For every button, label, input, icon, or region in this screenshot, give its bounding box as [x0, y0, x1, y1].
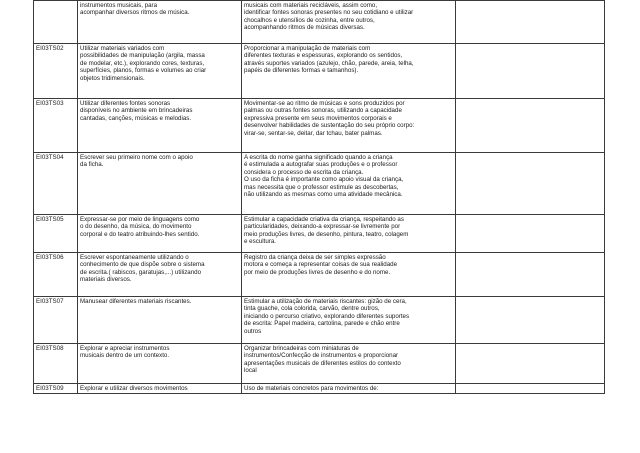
text-line: mas necessita que o professor estimule as descobertas,	[244, 183, 399, 191]
text-line: conhecimento de que dispõe sobre o sistema	[80, 261, 205, 269]
learning-objectives-table	[33, 0, 605, 394]
text-line: iniciando o percurso criativo, explorando diferentes suportes	[244, 312, 410, 320]
text-line: Organizar brincadeiras com miniaturas de	[244, 344, 359, 352]
table-row	[34, 215, 605, 253]
objective-code-cell	[34, 1, 78, 44]
text-line: cantadas, canções, músicas e melodias.	[80, 114, 192, 122]
experience-cell	[242, 253, 456, 297]
text-line: instrumentos/Confecção de instrumentos e proporcionar	[244, 352, 399, 360]
text-line: e escultura.	[244, 238, 276, 246]
table-row	[34, 99, 605, 153]
table-row	[34, 297, 605, 344]
empty-cell	[456, 215, 605, 253]
table-row	[34, 253, 605, 297]
text-line: não utilizando as mesmas como uma atividade mecânica.	[244, 191, 403, 199]
text-line: Movimentar-se ao ritmo de músicas e sons produzidos por	[244, 99, 405, 107]
text-line: de escrita: Papel madeira, cartolina, parede e chão entre	[244, 320, 400, 328]
text-line: acompanhando ritmos de músicas diversas.	[244, 24, 365, 32]
text-line: de escrita.( rabiscos, garatujas,...) utilizando	[80, 268, 202, 276]
empty-cell	[456, 344, 605, 384]
text-line: considera o processo de escrita da criança.	[244, 168, 364, 176]
text-line: papéis de diferentes formas e tamanhos).	[244, 67, 359, 75]
text-line: possibilidades de manipulação (argila, massa	[80, 52, 205, 60]
text-line: Manusear diferentes materiais riscantes.	[80, 297, 192, 305]
objective-cell	[78, 384, 242, 394]
objective-cell	[78, 297, 242, 344]
experience-cell	[242, 297, 456, 344]
text-line: superfícies, planos, formas e volumes ao criar	[80, 67, 207, 75]
text-line: Explorar e apreciar instrumentos	[80, 344, 170, 352]
text-line: Estimular a utilização de materiais riscantes: gizão de cera,	[244, 297, 407, 305]
text-line: chocalhos e utensílios de cozinha, entre outros,	[244, 16, 375, 24]
objective-cell	[78, 44, 242, 99]
text-line: particularidades, deixando-a expressar-se livremente por	[244, 223, 401, 231]
text-line: Uso de materiais concretos para movimentos de:	[244, 384, 379, 392]
text-line: musicais com materiais recicláveis, assim como,	[244, 1, 378, 9]
text-line: de modelar, etc.), explorando cores, texturas,	[80, 59, 205, 67]
text-line: motora e começa a representar coisas de sua realidade	[244, 261, 398, 269]
empty-cell	[456, 44, 605, 99]
text-line: Explorar e utilizar diversos movimentos	[80, 384, 188, 392]
objective-code-cell: EI03TS05	[34, 215, 78, 253]
text-line: acompanhar diversos ritmos de música.	[80, 9, 190, 17]
text-line: tinta guache, cola colorida, carvão, dentre outros,	[244, 305, 380, 313]
text-line: Proporcionar a manipulação de materiais com	[244, 44, 371, 52]
empty-cell	[456, 99, 605, 153]
objective-code-cell: EI03TS09	[34, 384, 78, 394]
text-line: musicais dentro de um contexto.	[80, 352, 170, 360]
empty-cell	[456, 384, 605, 394]
empty-cell	[456, 297, 605, 344]
experience-cell	[242, 153, 456, 215]
text-line: Estimular a capacidade criativa da criança, respeitando as	[244, 215, 404, 223]
objective-code-cell: EI03TS04	[34, 153, 78, 215]
empty-cell	[456, 253, 605, 297]
text-line: Registro da criança deixa de ser simples expressão	[244, 253, 386, 261]
experience-cell	[242, 384, 456, 394]
text-line: desenvolver habilidades de sustentação do seu próprio corpo:	[244, 122, 415, 130]
objective-cell	[78, 344, 242, 384]
text-line: é estimulada a autografar suas produções e o professor	[244, 161, 398, 169]
experience-cell	[242, 99, 456, 153]
text-line: Escrever seu primeiro nome com o apoio	[80, 153, 193, 161]
experience-cell	[242, 344, 456, 384]
text-line: local	[244, 367, 257, 375]
text-line: Utilizar materiais variados com	[80, 44, 165, 52]
text-line: O uso da ficha é importante como apoio visual da criança,	[244, 176, 404, 184]
text-line: identificar fontes sonoras presentes no seu cotidiano e utilizar	[244, 9, 414, 17]
table-row	[34, 153, 605, 215]
text-line: A escrita do nome ganha significado quando a criança	[244, 153, 393, 161]
text-line: corporal e do teatro atribuindo-lhes sentido.	[80, 230, 200, 238]
objective-code-cell: EI03TS03	[34, 99, 78, 153]
text-line: por meio de produções livres de desenho e do nome.	[244, 268, 391, 276]
objective-code-cell: EI03TS02	[34, 44, 78, 99]
objective-code-cell: EI03TS07	[34, 297, 78, 344]
table-row	[34, 1, 605, 44]
objective-code-cell: EI03TS08	[34, 344, 78, 384]
text-line: meio produções livres, de desenho, pintura, teatro, colagem	[244, 230, 409, 238]
text-line: virar-se, sentar-se, deitar, dar tchau, bater palmas.	[244, 129, 383, 137]
objective-cell	[78, 253, 242, 297]
objective-cell	[78, 215, 242, 253]
text-line: Expressar-se por meio de linguagens como	[80, 215, 200, 223]
text-line: diferentes texturas e espessuras, explorando os sentidos,	[244, 52, 403, 60]
text-line: expressiva presente em seus movimentos corporais e	[244, 114, 392, 122]
text-line: da ficha.	[80, 161, 104, 169]
text-line: apresentações musicais de diferentes estilos do contexto	[244, 359, 401, 367]
table-row	[34, 344, 605, 384]
experience-cell	[242, 44, 456, 99]
text-line: o do desenho, da música, do movimento	[80, 223, 192, 231]
objective-cell	[78, 153, 242, 215]
text-line: instrumentos musicais, para	[80, 1, 158, 9]
text-line: materiais diversos.	[80, 276, 132, 284]
text-line: Utilizar diferentes fontes sonoras	[80, 99, 171, 107]
text-line: Escrever espontaneamente utilizando o	[80, 253, 189, 261]
text-line: disponíveis no ambiente em brincadeiras	[80, 107, 193, 115]
experience-cell	[242, 1, 456, 44]
empty-cell	[456, 1, 605, 44]
text-line: através suportes variados (azulejo, chão, parede, areia, telha,	[244, 59, 414, 67]
text-line: outros	[244, 327, 262, 335]
empty-cell	[456, 153, 605, 215]
text-line: palmas ou outras fontes sonoras, utilizando a capacidade	[244, 107, 402, 115]
objective-cell	[78, 99, 242, 153]
table-row	[34, 44, 605, 99]
table-row	[34, 384, 605, 394]
text-line: objetos tridimensionais.	[80, 74, 145, 82]
objective-cell	[78, 1, 242, 44]
experience-cell	[242, 215, 456, 253]
objective-code-cell: EI03TS06	[34, 253, 78, 297]
